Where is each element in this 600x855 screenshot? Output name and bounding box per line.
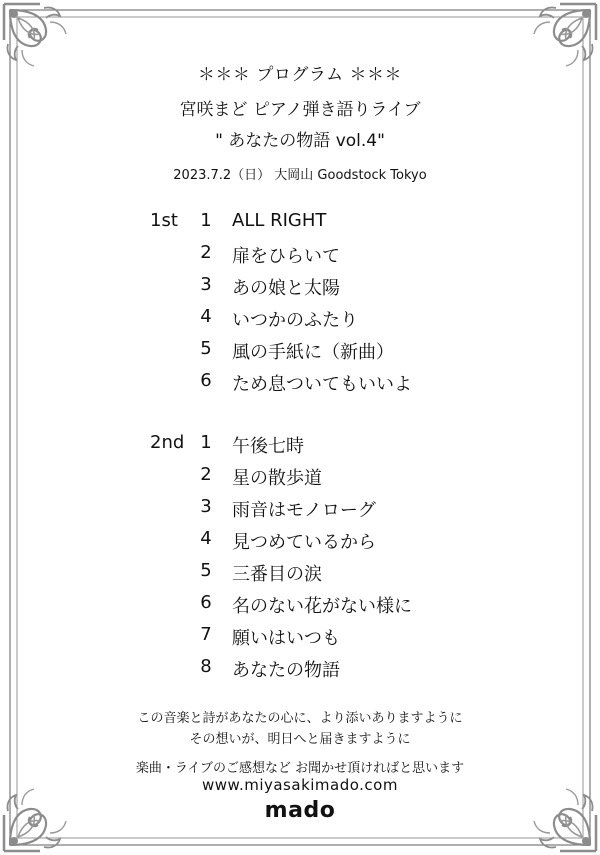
song-title: ため息ついてもいいよ bbox=[232, 374, 412, 395]
song-title: 見つめているから bbox=[232, 532, 376, 553]
song-number: 4 bbox=[200, 528, 212, 549]
song-number: 7 bbox=[200, 624, 212, 645]
song-number: 2 bbox=[200, 242, 212, 263]
song-number: 5 bbox=[200, 338, 212, 359]
message-line-2: その想いが、明日へと届きますように bbox=[189, 732, 411, 747]
show-title: " あなたの物語 vol.4" bbox=[215, 131, 385, 151]
set-label-first: 1st bbox=[150, 210, 178, 231]
message-line-1: この音楽と詩があなたの心に、より添いありますように bbox=[137, 711, 463, 726]
song-number: 3 bbox=[200, 496, 212, 517]
song-number: 3 bbox=[200, 274, 212, 295]
song-title: 午後七時 bbox=[232, 436, 304, 457]
set-label-second: 2nd bbox=[150, 432, 185, 453]
song-number: 8 bbox=[200, 656, 212, 677]
song-title: 扉をひらいて bbox=[232, 246, 340, 267]
song-title: 星の散歩道 bbox=[232, 468, 322, 489]
song-title: あの娘と太陽 bbox=[232, 278, 340, 299]
date-venue: 2023.7.2（日） 大岡山 Goodstock Tokyo bbox=[173, 168, 427, 183]
mado-logo: mado bbox=[264, 798, 336, 823]
song-title: 名のない花がない様に bbox=[232, 596, 412, 617]
song-title: ALL RIGHT bbox=[232, 210, 327, 231]
song-number: 4 bbox=[200, 306, 212, 327]
song-title: いつかのふたり bbox=[232, 310, 358, 331]
program-heading: ＊＊＊ プログラム ＊＊＊ bbox=[197, 65, 403, 85]
song-title: あなたの物語 bbox=[232, 660, 340, 681]
song-number: 1 bbox=[200, 210, 212, 231]
song-number: 6 bbox=[200, 370, 212, 391]
corner-ornament-top-left bbox=[4, 4, 66, 66]
song-title: 雨音はモノローグ bbox=[232, 500, 376, 521]
song-number: 2 bbox=[200, 464, 212, 485]
song-title: 三番目の涙 bbox=[232, 564, 322, 585]
event-subtitle: 宮咲まど ピアノ弾き語りライブ bbox=[179, 100, 421, 120]
feedback-request: 楽曲・ライブのご感想など お聞かせ頂ければと思います bbox=[135, 761, 465, 776]
song-number: 6 bbox=[200, 592, 212, 613]
website-link[interactable]: www.miyasakimado.com bbox=[202, 776, 398, 794]
song-title: 風の手紙に（新曲） bbox=[232, 342, 394, 363]
song-title: 願いはいつも bbox=[232, 628, 340, 649]
song-number: 1 bbox=[200, 432, 212, 453]
song-number: 5 bbox=[200, 560, 212, 581]
corner-ornament-top-right bbox=[534, 4, 596, 66]
